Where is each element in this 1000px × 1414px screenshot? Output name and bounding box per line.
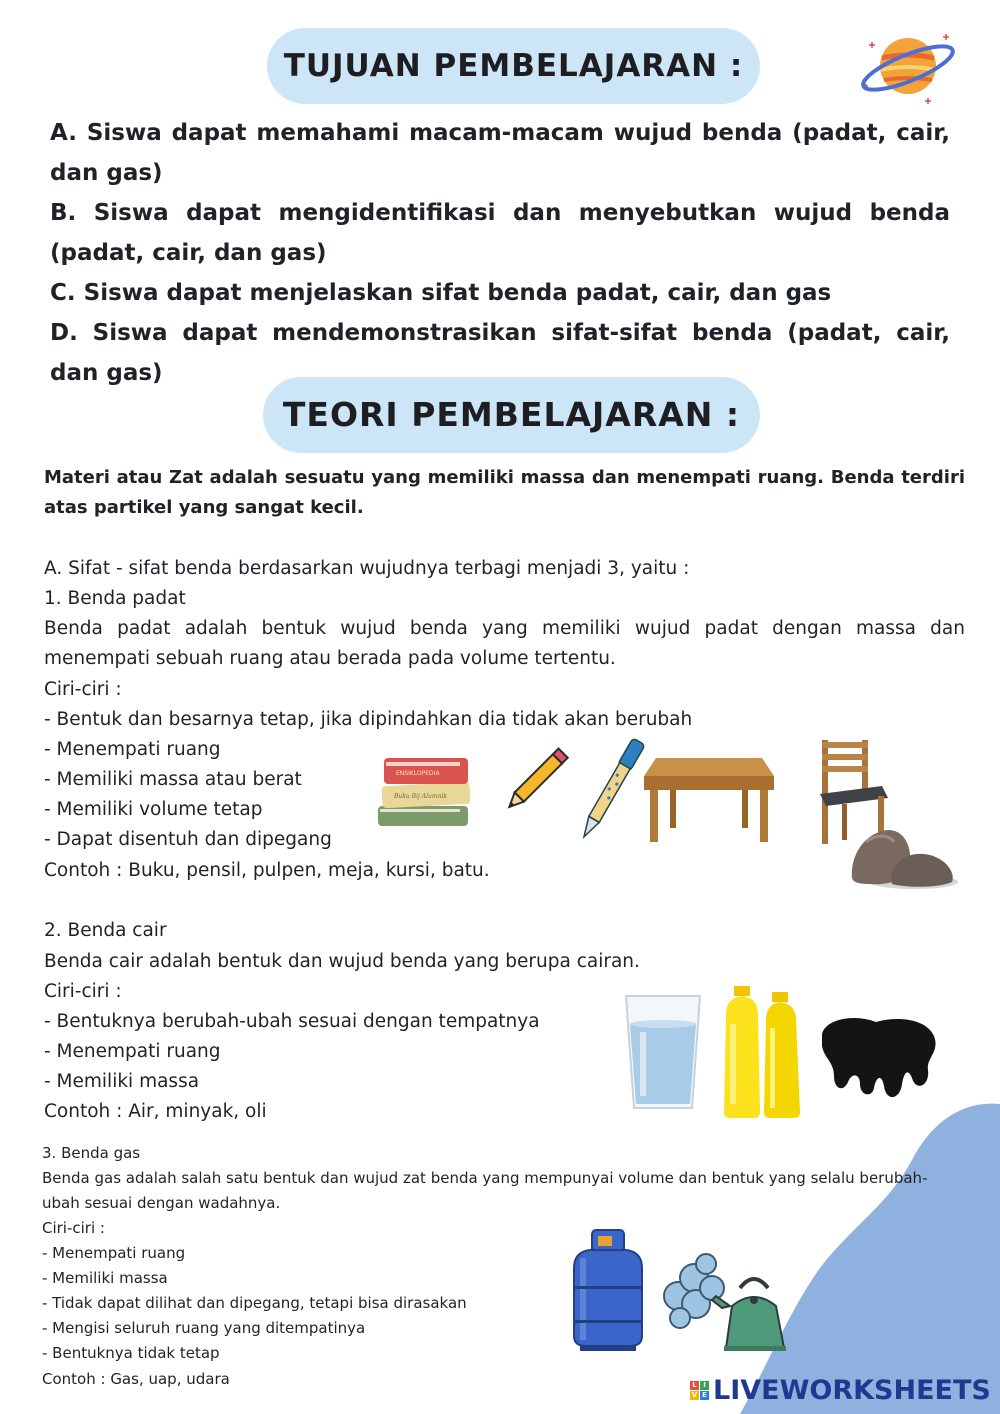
gas-ciri-label: Ciri-ciri : (42, 1219, 105, 1237)
gas-ciri-1: - Menempati ruang (42, 1244, 186, 1262)
cair-title: 2. Benda cair (44, 920, 167, 941)
gas-ciri-5: - Bentuknya tidak tetap (42, 1344, 220, 1362)
books-image (376, 750, 478, 832)
goal-b: B. Siswa dapat mengidentifikasi dan menyebutkan wujud benda (padat, cair, dan gas) (50, 200, 950, 266)
cair-ciri-3: - Memiliki massa (44, 1071, 200, 1092)
oil-splash-image (816, 1012, 940, 1104)
pen-image (572, 732, 650, 848)
cair-contoh: Contoh : Air, minyak, oli (44, 1101, 267, 1122)
brand-logo-letter: I (700, 1381, 709, 1390)
planet-icon (858, 24, 960, 108)
padat-ciri-5: - Dapat disentuh dan dipegang (44, 829, 332, 850)
gas-desc: Benda gas adalah salah satu bentuk dan wujud zat benda yang mempunyai volume dan bentuk yang selalu berubah-ubah sesuai dengan wadahnya. (42, 1169, 928, 1212)
brand-logo-icon (690, 1381, 709, 1400)
padat-desc: Benda padat adalah bentuk wujud benda yang memiliki wujud padat dengan massa dan menempati sebuah ruang atau berada pada volume tertentu. (44, 618, 965, 669)
kettle-steam-image (656, 1248, 796, 1352)
gas-title: 3. Benda gas (42, 1144, 141, 1162)
section-a-heading: A. Sifat - sifat benda berdasarkan wujudnya terbagi menjadi 3, yaitu : (44, 558, 690, 579)
cair-ciri-2: - Menempati ruang (44, 1041, 221, 1062)
gas-cylinder-image (566, 1228, 650, 1352)
stones-image (848, 824, 960, 890)
brand-logo-letter: L (690, 1381, 699, 1390)
padat-ciri-4: - Memiliki volume tetap (44, 799, 263, 820)
liveworksheets-logo (690, 1372, 991, 1408)
padat-ciri-3: - Memiliki massa atau berat (44, 769, 302, 790)
gas-ciri-2: - Memiliki massa (42, 1269, 168, 1287)
goal-a: A. Siswa dapat memahami macam-macam wujud benda (padat, cair, dan gas) (50, 120, 950, 186)
cair-desc: Benda cair adalah bentuk dan wujud benda yang berupa cairan. (44, 951, 640, 972)
pencil-image (496, 738, 580, 820)
cair-ciri-1: - Bentuknya berubah-ubah sesuai dengan tempatnya (44, 1011, 540, 1032)
goals-list (50, 113, 950, 393)
book-cover-text-1: ENSIKLOPEDIA (396, 770, 440, 777)
water-glass-image (622, 992, 704, 1112)
padat-ciri-1: - Bentuk dan besarnya tetap, jika dipindahkan dia tidak akan berubah (44, 709, 693, 730)
brand-logo-letter: E (700, 1391, 709, 1400)
brand-logo-letter: V (691, 1390, 698, 1399)
gas-contoh: Contoh : Gas, uap, udara (42, 1370, 230, 1388)
intro-text: Materi atau Zat adalah sesuatu yang memiliki massa dan menempati ruang. Benda terdiri atas partikel yang sangat kecil. (44, 467, 965, 518)
tujuan-title: TUJUAN PEMBELAJARAN : (267, 28, 760, 104)
padat-contoh: Contoh : Buku, pensil, pulpen, meja, kursi, batu. (44, 860, 490, 881)
oil-bottles-image (720, 984, 804, 1120)
gas-ciri-4: - Mengisi seluruh ruang yang ditempatinya (42, 1319, 366, 1337)
brand-name: LIVEWORKSHEETS (713, 1374, 991, 1406)
table-image (642, 754, 776, 844)
book-cover-text-2: Buku Bij Alumnik (394, 793, 448, 800)
padat-title: 1. Benda padat (44, 588, 186, 609)
goal-d: D. Siswa dapat mendemonstrasikan sifat-sifat benda (padat, cair, dan gas) (50, 320, 950, 386)
goal-c: C. Siswa dapat menjelaskan sifat benda padat, cair, dan gas (50, 280, 832, 306)
padat-ciri-label: Ciri-ciri : (44, 679, 122, 700)
teori-title: TEORI PEMBELAJARAN : (263, 377, 760, 453)
gas-ciri-3: - Tidak dapat dilihat dan dipegang, tetapi bisa dirasakan (42, 1294, 467, 1312)
cair-ciri-label: Ciri-ciri : (44, 981, 122, 1002)
padat-ciri-2: - Menempati ruang (44, 739, 221, 760)
